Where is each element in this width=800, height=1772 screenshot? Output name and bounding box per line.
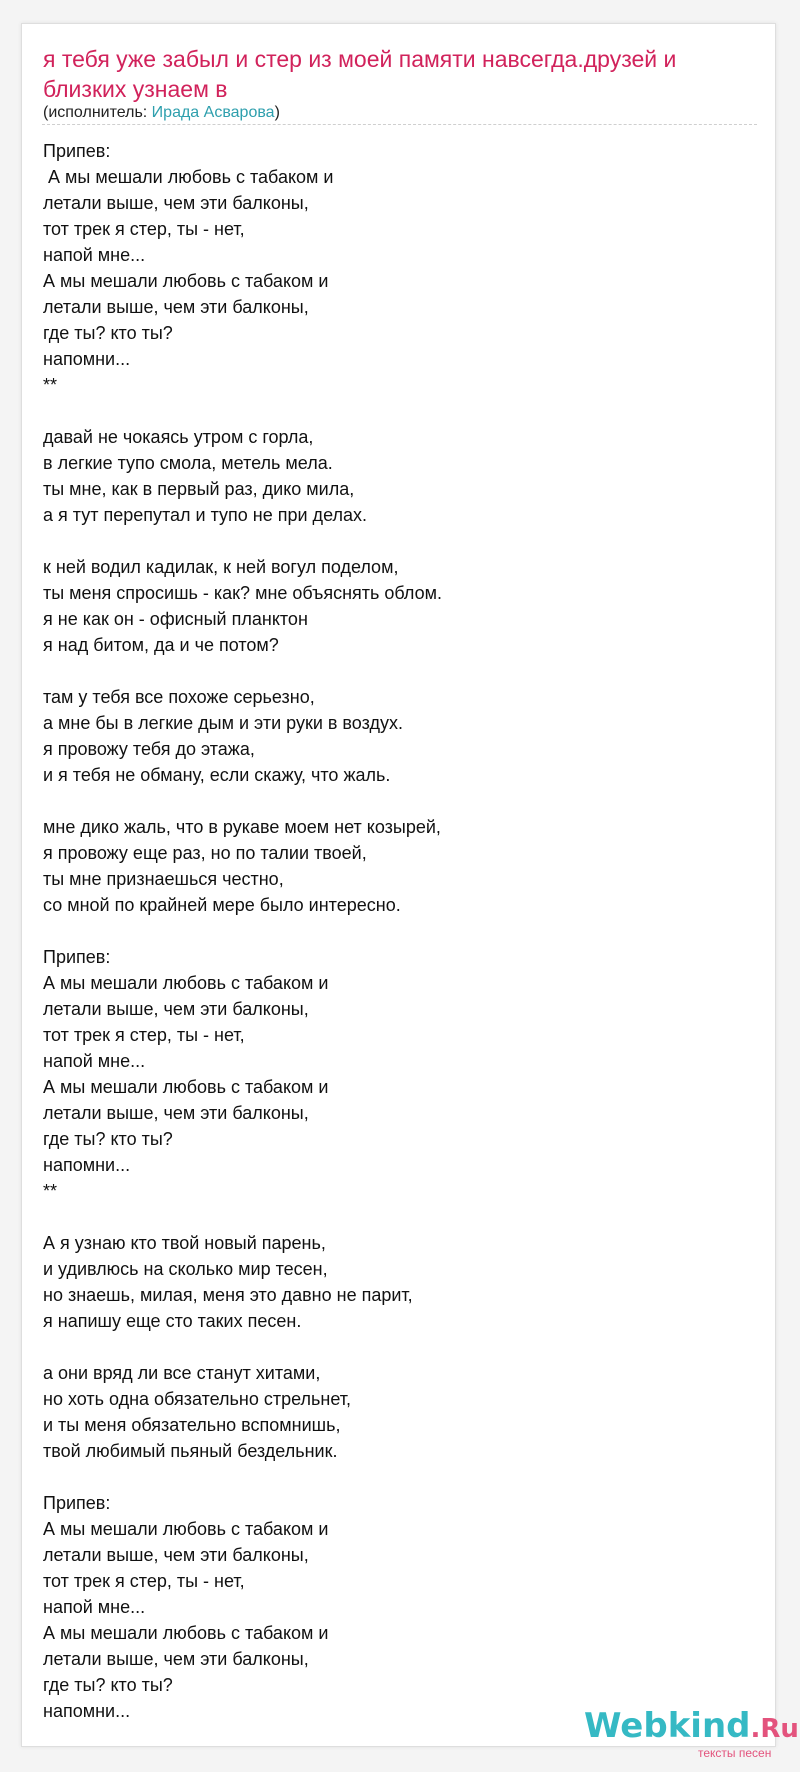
artist-prefix: (исполнитель: (43, 104, 152, 121)
lyrics-card (21, 23, 799, 1760)
artist-suffix: ) (274, 104, 280, 121)
artist-link[interactable]: Ирада Асварова (151, 104, 275, 121)
watermark-tagline: тексты песен (698, 1746, 772, 1760)
artist-line (43, 103, 280, 123)
lyrics-text: Припев: А мы мешали любовь с табаком и летали выше, чем эти балконы, тот трек я стер, ты - нет, напой мне... А мы мешали любовь с табаком и летали выше, чем эти балконы, где ты? кто ты? напомни... ** давай не чокаясь утром с горла, в легкие тупо смола, метель мела. ты мне, как в первый раз, дико мила, а я тут перепутал и тупо не при делах. к ней водил кадилак, к ней вогул поделом, ты меня спросишь - как? мне объяснять облом. я не как он - офисный планктон я над битом, да и че потом? там у тебя все похоже серьезно, а мне бы в легкие дым и эти руки в воздух. я провожу тебя до этажа, и я тебя не обману, если скажу, что жаль. мне дико жаль, что в рукаве моем нет козырей, я провожу еще раз, но по талии твоей, ты мне признаешься честно, со мной по крайней мере было интересно. Припев: А мы мешали любовь с табаком и летали выше, чем эти балконы, тот трек я стер, ты - нет, напой мне... А мы мешали любовь с табаком и летали выше, чем эти балконы, где ты? кто ты? напомни... ** А я узнаю кто твой новый парень, и удивлюсь на сколько мир тесен, но знаешь, милая, меня это давно не парит, я напишу еще сто таких песен. а они вряд ли все станут хитами, но хоть одна обязательно стрельнет, и ты меня обязательно вспомнишь, твой любимый пьяный бездельник. Припев: А мы мешали любовь с табаком и летали выше, чем эти балконы, тот трек я стер, ты - нет, напой мне... А мы мешали любовь с табаком и летали выше, чем эти балконы, где ты? кто ты? напомни... (43, 141, 443, 1721)
watermark-domain-suffix: .Ru (750, 1714, 799, 1744)
site-watermark (584, 1706, 799, 1766)
watermark-brand: Webkind (584, 1706, 751, 1746)
title-divider (42, 124, 757, 125)
watermark-logo (584, 1706, 799, 1749)
page-title: я тебя уже забыл и стер из моей памяти навсегда.друзей и близких узнаем в (43, 46, 677, 102)
